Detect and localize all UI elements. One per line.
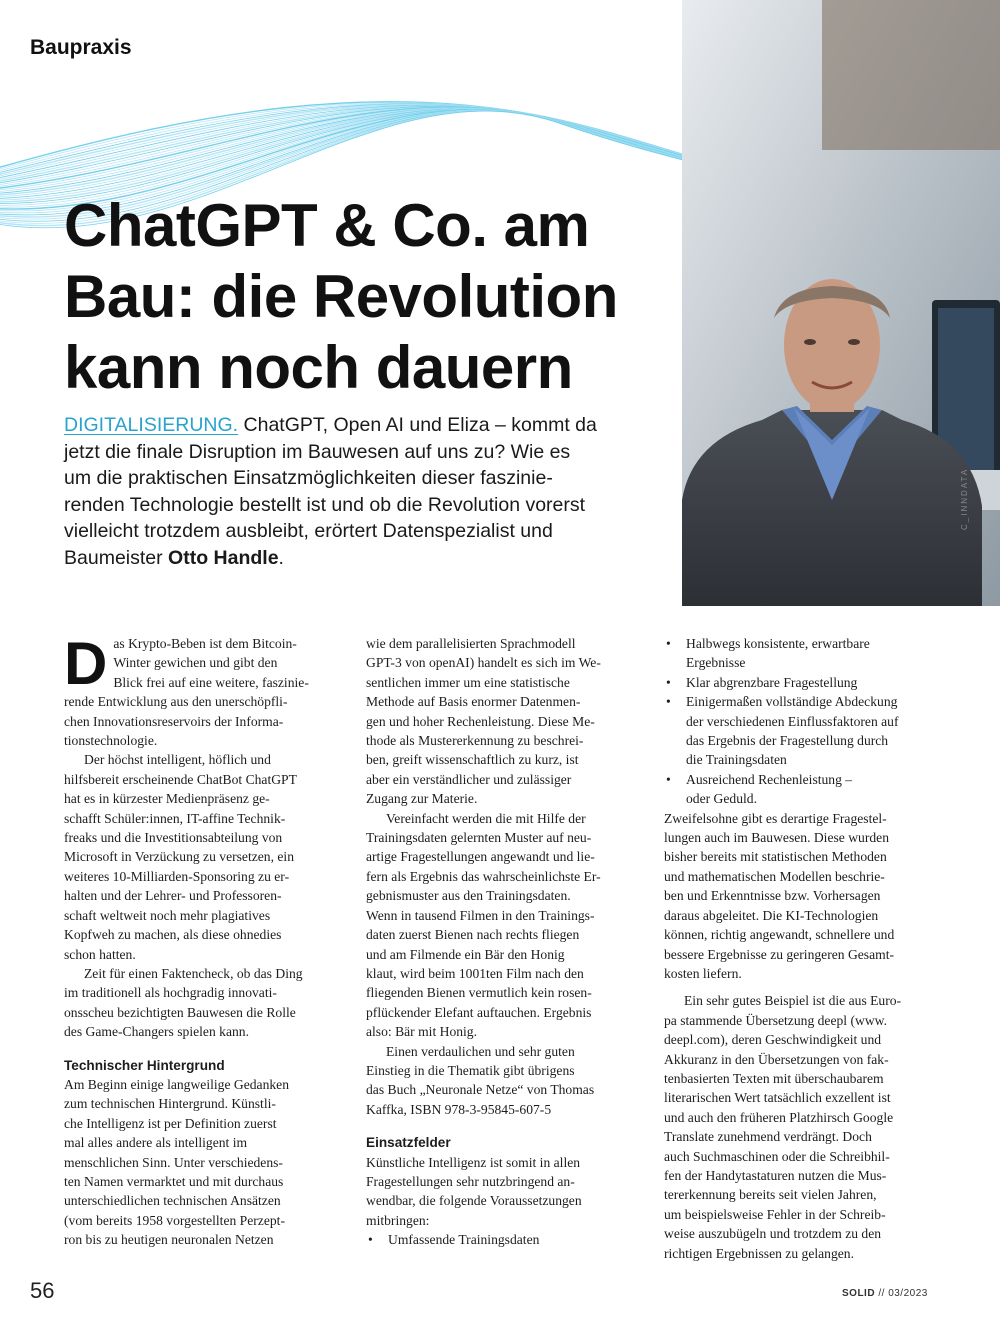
text-line: Winter gewichen und gibt den	[113, 655, 278, 671]
text-line: Zeit für einen Faktencheck, ob das Ding	[84, 965, 303, 981]
bullet-list	[664, 634, 954, 809]
text-line: artige Fragestellungen angewandt und lie-	[366, 849, 595, 865]
text-line: können, richtig angewandt, schnellere und	[664, 927, 895, 943]
lead-line: Baumeister	[64, 546, 169, 569]
text-line: Trainingsdaten gelernten Muster auf neu-	[366, 830, 592, 846]
text-line: wie dem parallelisierten Sprachmodell	[366, 636, 576, 651]
bullet-item: • Umfassende Trainingsdaten	[368, 1232, 540, 1248]
text-line: Ein sehr gutes Beispiel ist die aus Euro-	[684, 993, 902, 1009]
text-line: fen der Handytastaturen nutzen die Mus-	[664, 1167, 887, 1183]
paragraph	[366, 634, 648, 809]
text-line: Künstliche Intelligenz ist somit in allen	[366, 1154, 581, 1170]
lead-kicker: DIGITALISIERUNG.	[64, 414, 239, 436]
text-line: (vom bereits 1958 vorgestellten Perzept-	[64, 1212, 285, 1228]
paragraph	[664, 809, 954, 984]
text-line: aber ein verständlicher und zulässiger	[366, 771, 572, 787]
bullet-continuation: der verschiedenen Einflussfaktoren auf	[686, 713, 899, 729]
text-line: schaft weltweit noch mehr plagiatives	[64, 907, 271, 923]
text-line: weise auszubügeln und trotzdem zu den	[664, 1226, 882, 1242]
bullet-continuation: das Ergebnis der Fragestellung durch	[686, 733, 889, 749]
drop-cap: D	[64, 630, 108, 697]
text-line: Methode auf Basis enormer Datenmen-	[366, 694, 581, 710]
text-line: das Buch „Neuronale Netze“ von Thomas	[366, 1082, 595, 1098]
text-line: schafft Schüler:innen, IT-affine Technik-	[64, 810, 286, 826]
paragraph	[664, 991, 954, 1263]
paragraph	[366, 1153, 648, 1231]
text-line: des Game-Changers spielen kann.	[64, 1024, 249, 1040]
text-line: weiteres 10-Milliarden-Sponsoring zu er-	[64, 868, 290, 884]
lead-paragraph	[64, 412, 674, 571]
text-line: daten zuerst Bienen nach rechts fliegen	[366, 927, 580, 943]
title-line: ChatGPT & Co. am	[64, 192, 590, 259]
text-line: Microsoft in Verzückung zu versetzen, ein	[64, 849, 295, 865]
text-line: Translate zunehmend verdrängt. Doch	[664, 1129, 872, 1145]
text-line: schon hatten.	[64, 946, 136, 962]
footer-separator: //	[875, 1288, 889, 1299]
text-line: tionstechnologie.	[64, 733, 158, 749]
paragraph	[366, 1042, 648, 1120]
subheading: Einsatzfelder	[366, 1135, 451, 1151]
issue-number: 03/2023	[888, 1288, 928, 1299]
column-3	[664, 634, 954, 1263]
text-line: unterschiedlichen technischen Ansätzen	[64, 1193, 281, 1209]
bullet-item: • Klar abgrenzbare Fragestellung	[666, 674, 858, 690]
text-line: Kopfweh zu machen, als diese ohnedies	[64, 927, 282, 943]
text-line: as Krypto-Beben ist dem Bitcoin-	[113, 636, 297, 651]
text-line: halten und der Lehrer- und Professoren-	[64, 888, 282, 904]
text-line: bisher bereits mit statistischen Methoden	[664, 849, 887, 865]
text-line: also: Bär mit Honig.	[366, 1024, 478, 1040]
text-line: Akkuranz in den Übersetzungen von fak-	[664, 1051, 889, 1067]
bullet-continuation: oder Geduld.	[686, 791, 757, 807]
lead-line: ChatGPT, Open AI und Eliza – kommt da	[238, 414, 597, 436]
text-line: Zweifelsohne gibt es derartige Fragestel-	[664, 810, 887, 826]
magazine-footer	[842, 1288, 928, 1299]
lead-line: renden Technologie bestellt ist und ob die Revolution vorerst	[64, 493, 586, 516]
title-line: Bau: die Revolution	[64, 263, 618, 330]
text-line: zum technischen Hintergrund. Künstli-	[64, 1096, 276, 1112]
text-line: fern als Ergebnis das wahrscheinlichste Er-	[366, 868, 601, 884]
text-line: pflückender Elefant auftauchen. Ergebnis	[366, 1004, 592, 1020]
paragraph	[64, 1075, 346, 1250]
text-line: Der höchst intelligent, höflich und	[84, 752, 271, 768]
text-line: chen Innovationsreservoirs der Informa-	[64, 713, 284, 729]
paragraph	[64, 692, 346, 750]
text-line: und mathematischen Modellen beschrie-	[664, 868, 885, 884]
text-line: um beispielsweise Fehler in der Schreib-	[664, 1206, 886, 1222]
lead-line: vielleicht trotzdem ausbleibt, erörtert Datenspezialist und	[64, 520, 553, 542]
bullet-item: • Einigermaßen vollständige Abdeckung	[666, 694, 898, 710]
text-line: gen und hoher Rechenleistung. Diese Me-	[366, 713, 595, 729]
text-line: wendbar, die folgende Voraussetzungen	[366, 1193, 582, 1209]
bullet-text: Umfassende Trainingsdaten	[388, 1232, 540, 1248]
text-line: tenbasierten Texten mit überschaubarem	[664, 1070, 884, 1086]
text-line: gebnismuster aus den Trainingsdaten.	[366, 888, 571, 904]
text-line: bessere Ergebnisse zu geringeren Gesamt-	[664, 946, 894, 962]
text-line: Am Beginn einige langweilige Gedanken	[64, 1076, 289, 1092]
lead-line: jetzt die finale Disruption im Bauwesen auf uns zu? Wie es	[64, 440, 571, 463]
text-line: Vereinfacht werden die mit Hilfe der	[386, 810, 586, 826]
author-photo	[682, 0, 1000, 606]
text-line: daraus abgeleitet. Die KI-Technologien	[664, 907, 879, 923]
bullet-item: • Halbwegs konsistente, erwartbare	[666, 636, 870, 651]
text-line: und am Filmende ein Bär den Honig	[366, 946, 565, 962]
column-2	[366, 634, 648, 1250]
text-line: onsscheu bezichtigten Bauwesen die Rolle	[64, 1004, 296, 1020]
paragraph	[64, 750, 346, 963]
title-line: kann noch dauern	[64, 334, 573, 401]
text-line: freaks und die Investitionsabteilung von	[64, 830, 283, 846]
text-line: menschlichen Sinn. Unter verschiedens-	[64, 1154, 283, 1170]
text-line: che Intelligenz ist per Definition zuerst	[64, 1115, 277, 1131]
article-title	[64, 190, 684, 403]
text-line: sentlichen immer um eine statistische	[366, 674, 570, 690]
text-line: deepl.com), deren Geschwindigkeit und	[664, 1032, 882, 1048]
text-line: Fragestellungen sehr nutzbringend an-	[366, 1173, 575, 1189]
paragraph	[64, 964, 346, 1042]
text-line: Einen verdaulichen und sehr guten	[386, 1043, 575, 1059]
photo-credit: C_INNDATA	[960, 467, 969, 530]
text-line: Blick frei auf eine weitere, faszinie-	[113, 674, 309, 690]
text-line: fliegenden Bienen vermutlich kein rosen-	[366, 985, 592, 1001]
column-1	[64, 630, 346, 1250]
bullet-item: • Ausreichend Rechenleistung –	[666, 771, 853, 787]
text-line: im traditionell als hochgradig innovati-	[64, 985, 277, 1001]
text-line: Zugang zur Materie.	[366, 791, 478, 807]
text-line: auch Suchmaschinen oder die Schreibhil-	[664, 1148, 890, 1164]
text-line: Kaffka, ISBN 978-3-95845-607-5	[366, 1101, 552, 1117]
text-line: kosten liefern.	[664, 965, 742, 981]
intro-block	[64, 630, 346, 697]
text-line: lungen auch im Bauwesen. Diese wurden	[664, 830, 889, 846]
magazine-name: SOLID	[842, 1288, 876, 1299]
paragraph	[366, 809, 648, 1042]
text-line: pa stammende Übersetzung deepl (www.	[664, 1012, 887, 1028]
bullet-continuation: Ergebnisse	[686, 655, 746, 671]
text-line: literarischen Wert tatsächlich exzellent ist	[664, 1090, 891, 1106]
text-line: ron bis zu heutigen neuronalen Netzen	[64, 1232, 274, 1248]
text-line: ben, greift wissenschaftlich zu kurz, ist	[366, 752, 579, 768]
text-line: ben und Erkenntnisse bzw. Vorhersagen	[664, 888, 881, 904]
text-line: klaut, wird beim 1001ten Film nach den	[366, 965, 584, 981]
author-name: Otto Handle	[168, 546, 279, 569]
subheading: Technischer Hintergrund	[64, 1057, 225, 1073]
text-line: und auch den früheren Platzhirsch Google	[664, 1109, 894, 1125]
text-line: mitbringen:	[366, 1212, 430, 1228]
text-line: rende Entwicklung aus den unerschöpfli-	[64, 694, 288, 710]
lead-period: .	[278, 546, 284, 569]
text-line: hilfsbereit erscheinende ChatBot ChatGPT	[64, 771, 297, 787]
page-number: 56	[30, 1278, 55, 1303]
text-line: tererkennung bereits seit vielen Jahren,	[664, 1187, 877, 1203]
section-label: Baupraxis	[30, 36, 132, 59]
text-line: ten Namen vermarktet und mit durchaus	[64, 1173, 284, 1189]
text-line: richtigen Ergebnissen zu gelangen.	[664, 1245, 855, 1261]
text-line: Wenn in tausend Filmen in den Trainings-	[366, 907, 595, 923]
text-line: thode als Mustererkennung zu beschrei-	[366, 733, 584, 749]
lead-line: um die praktischen Einsatzmöglichkeiten dieser faszinie-	[64, 467, 553, 489]
bullet-continuation: die Trainingsdaten	[686, 752, 787, 768]
text-line: GPT-3 von openAI) handelt es sich im We-	[366, 655, 601, 671]
text-line: Einstieg in die Thematik gibt übrigens	[366, 1062, 575, 1078]
text-line: hat es in kürzester Medienpräsenz ge-	[64, 791, 270, 807]
text-line: mal alles andere als intelligent im	[64, 1135, 248, 1151]
